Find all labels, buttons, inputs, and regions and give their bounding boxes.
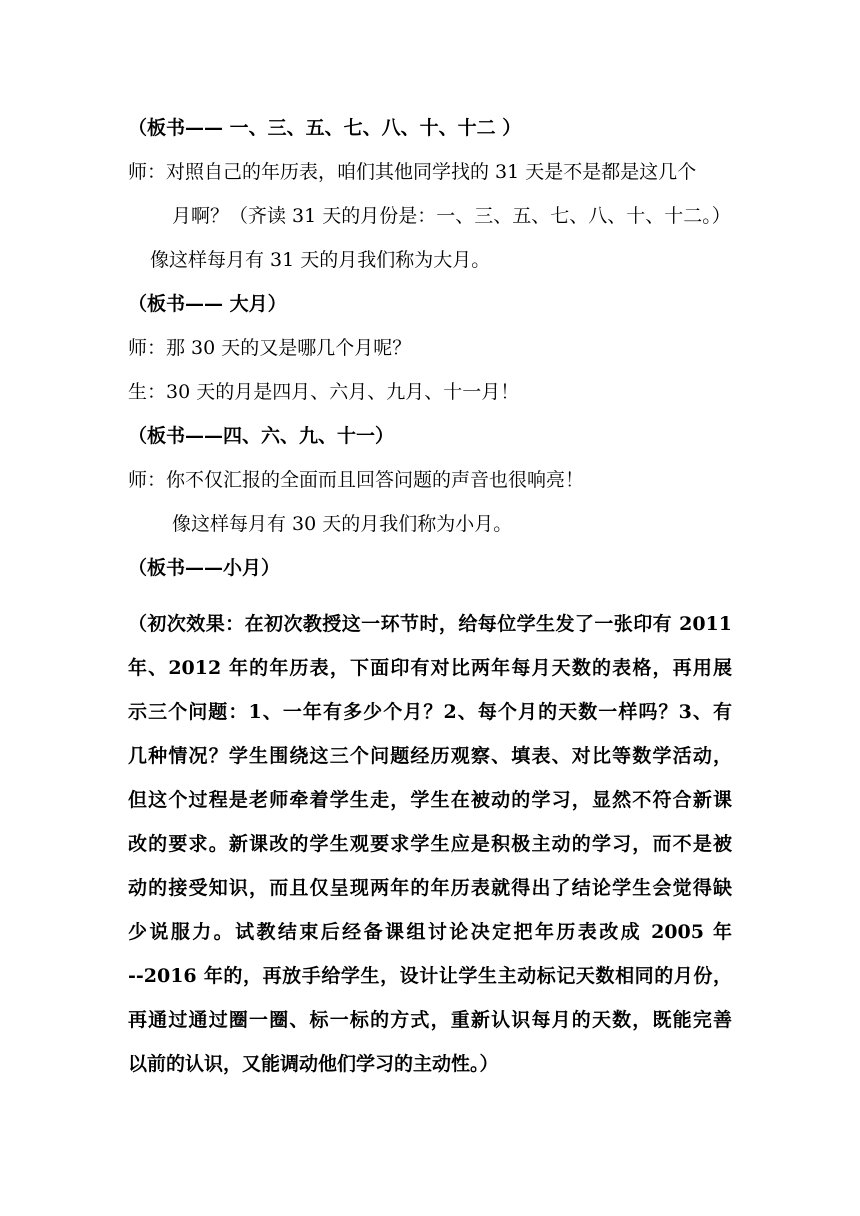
- teacher-question-30-days: 师：那 30 天的又是哪几个月呢？: [128, 337, 412, 359]
- paragraph-line: 示三个问题：1、一年有多少个月？2、每个月的天数一样吗？3、有: [128, 701, 732, 723]
- paragraph-line: 再通过通过圈一圈、标一标的方式，重新认识每月的天数，既能完善: [128, 1009, 732, 1031]
- paragraph-line: 改的要求。新课改的学生观要求学生应是积极主动的学习，而不是被: [128, 833, 732, 855]
- board-note-big-months: （板书—— 一、三、五、七、八、十、十二 ）: [128, 117, 522, 139]
- small-month-definition: 像这样每月有 30 天的月我们称为小月。: [172, 513, 513, 535]
- paragraph-line: 但这个过程是老师牵着学生走，学生在被动的学习，显然不符合新课: [128, 789, 732, 811]
- board-note-big-month-label: （板书—— 大月）: [128, 293, 287, 315]
- paragraph-line: 年、2012 年的年历表，下面印有对比两年每月天数的表格，再用展: [128, 657, 732, 679]
- student-answer-30-days: 生：30 天的月是四月、六月、九月、十一月！: [128, 381, 520, 403]
- paragraph-line: 以前的认识，又能调动他们学习的主动性。）: [128, 1053, 499, 1075]
- teacher-line-1: 师：对照自己的年历表，咱们其他同学找的 31 天是不是都是这几个: [128, 161, 697, 183]
- big-month-definition: 像这样每月有 31 天的月我们称为大月。: [150, 249, 491, 271]
- board-note-small-month-label: （板书——小月）: [128, 557, 281, 579]
- paragraph-line: 动的接受知识，而且仅呈现两年的年历表就得出了结论学生会觉得缺: [128, 877, 732, 899]
- board-note-small-months: （板书——四、六、九、十一）: [128, 425, 395, 447]
- teacher-praise: 师：你不仅汇报的全面而且回答问题的声音也很响亮！: [128, 469, 585, 491]
- paragraph-line: 几种情况？学生围绕这三个问题经历观察、填表、对比等数学活动，: [128, 745, 732, 767]
- paragraph-line: 少说服力。试教结束后经备课组讨论决定把年历表改成 2005 年: [128, 921, 732, 943]
- paragraph-line: （初次效果：在初次教授这一环节时，给每位学生发了一张印有 2011: [128, 613, 732, 635]
- paragraph-line: --2016 年的，再放手给学生，设计让学生主动标记天数相同的月份，: [128, 965, 732, 987]
- teacher-line-1-continued: 月啊？（齐读 31 天的月份是：一、三、五、七、八、十、十二。）: [172, 205, 731, 227]
